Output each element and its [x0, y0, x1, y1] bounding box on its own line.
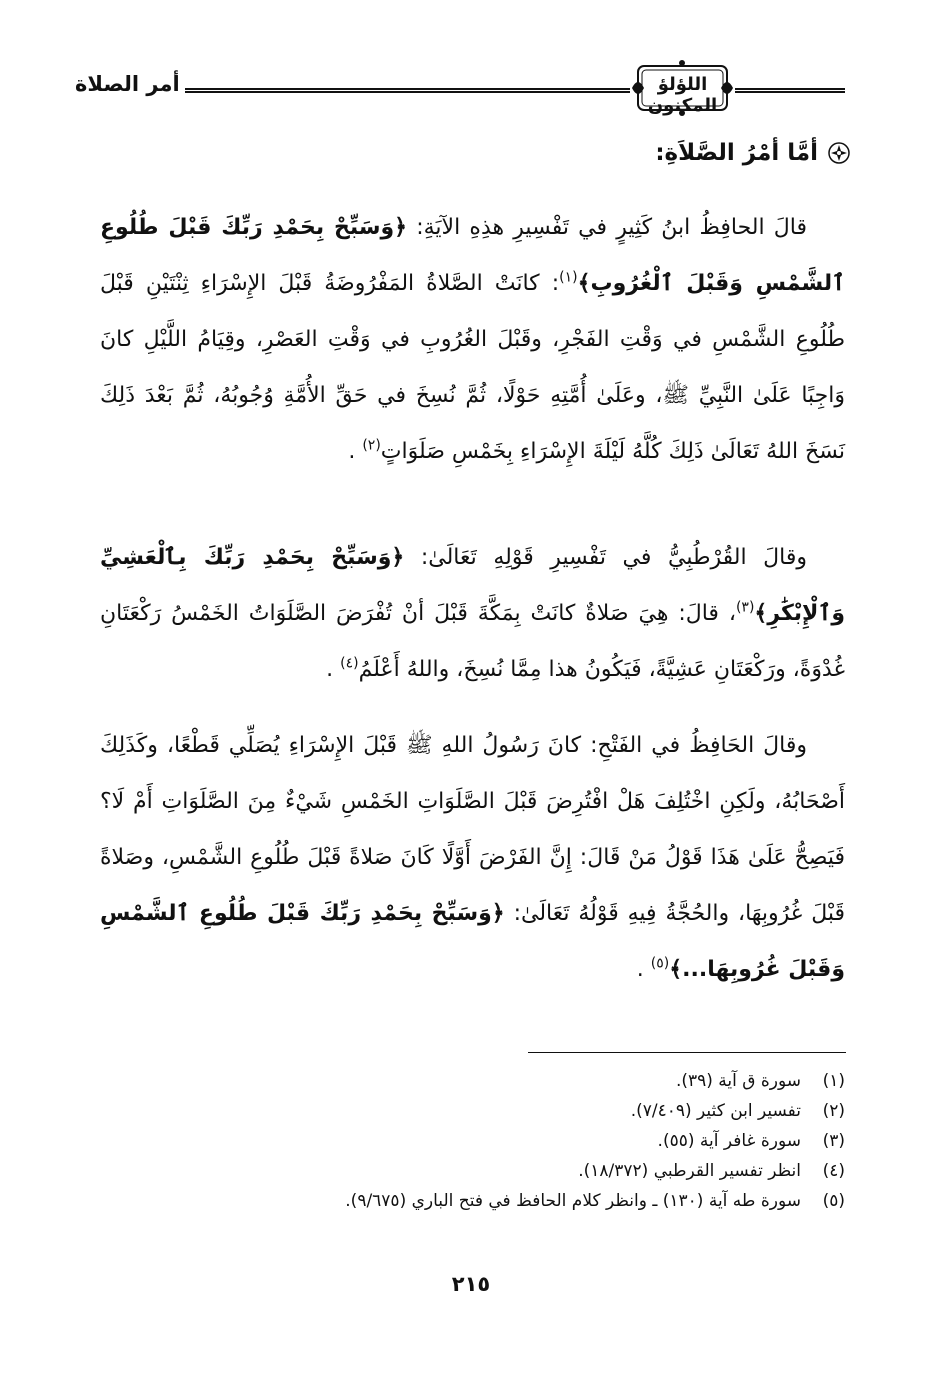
footnote-text: انظر تفسير القرطبي (١٨/٣٧٢).	[578, 1161, 801, 1181]
footnote-item	[125, 1066, 845, 1096]
footnote-ref: (٥)	[650, 955, 670, 972]
paragraph-text: : كانَتْ الصَّلاةُ المَفْرُوضَةُ قَبْلَ الإِسْرَاءِ ثِنْتَيْنِ قَبْلَ طُلُوعِ الشَّمْسِ في وَقْتِ الفَجْرِ، وقَبْلَ الغُرُوبِ في وَقْتِ العَصْرِ، وقِيَامُ اللَّيْلِ كانَ وَاجِبًا عَلَىٰ النَّبِيِّ ﷺ، وعَلَىٰ أُمَّتِهِ حَوْلًا، ثُمَّ نُسِخَ في حَقِّ الأُمَّةِ وُجُوبُهُ، ثُمَّ بَعْدَ ذَلِكَ نَسَخَ اللهُ تَعَالَىٰ ذَلِكَ كُلَّهُ لَيْلَةَ الإِسْرَاءِ بِخَمْسِ صَلَوَاتٍ	[100, 271, 845, 464]
footnote-text: سورة ق آية (٣٩).	[675, 1071, 801, 1091]
footnote-number: (١)	[822, 1071, 845, 1091]
paragraph-text: كانَ رَسُولُ اللهِ ﷺ قَبْلَ الإِسْرَاءِ يُصَلِّي قَطْعًا، وكَذَلِكَ أَصْحَابُهُ، ولَكِنِ اخْتُلِفَ هَلْ افْتُرِضَ قَبْلَ الصَّلَوَاتِ الخَمْسِ شَيْءٌ مِنَ الصَّلَوَاتِ أَمْ لَا؟ فَيَصِحُّ عَلَىٰ هَذَا قَوْلُ مَنْ قَالَ: إِنَّ الفَرْضَ أَوَّلًا كَانَ صَلاةً قَبْلَ طُلُوعِ الشَّمْسِ، وصَلاةً قَبْلَ غُرُوبِهَا، والحُجَّةُ فِيهِ قَوْلُهُ تَعَالَىٰ:	[100, 733, 846, 926]
running-header	[75, 58, 845, 118]
quran-verse: ﴿وَسَبِّحْ بِحَمْدِ رَبِّكَ بِٱلْعَشِيِّ وَٱلْإِبْكَٰرِ﴾	[100, 545, 845, 626]
footnote-text: سورة غافر آية (٥٥).	[657, 1131, 801, 1151]
book-title: اللؤلؤ المكنون	[647, 74, 718, 116]
heading-text: أمَّا أمْرُ الصَّلاَةِ:	[655, 140, 818, 166]
footnote-number: (٥)	[822, 1191, 845, 1211]
footnote-item	[125, 1186, 845, 1216]
paragraph-2	[100, 530, 845, 698]
paragraph-3	[100, 718, 845, 998]
footnote-ref: (١)	[559, 269, 578, 286]
footnote-number: (٢)	[822, 1101, 845, 1121]
footnote-item	[125, 1126, 845, 1156]
paragraph-end: .	[348, 439, 363, 464]
book-title-cartouche	[630, 58, 735, 118]
header-rule-right	[735, 88, 845, 93]
paragraph-intro: وقالَ القُرْطُبِيُّ في تَفْسِيرِ قَوْلِهِ تَعَالَىٰ:	[404, 545, 807, 570]
footnote-item	[125, 1096, 845, 1126]
quran-verse: ﴿وَسَبِّحْ بِحَمْدِ رَبِّكَ قَبْلَ طُلُوعِ ٱلشَّمْسِ وَقَبْلَ ٱلْغُرُوبِ﴾	[100, 215, 845, 296]
header-rule-left	[185, 88, 630, 93]
section-title: أمر الصلاة	[75, 72, 180, 96]
quran-verse: ﴿وَسَبِّحْ بِحَمْدِ رَبِّكَ قَبْلَ طُلُوعِ ٱلشَّمْسِ وَقَبْلَ غُرُوبِهَا...﴾	[100, 901, 845, 982]
paragraph-1	[100, 200, 845, 480]
paragraph-end: .	[326, 657, 341, 682]
paragraph-end: .	[636, 957, 651, 982]
footnote-ref: (٣)	[735, 599, 755, 616]
paragraph-intro: قالَ الحافِظُ ابنُ كَثِيرٍ في تَفْسِيرِ هذِهِ الآيَةِ:	[407, 215, 807, 240]
footnote-number: (٣)	[822, 1131, 845, 1151]
footnotes	[125, 1066, 845, 1216]
footnote-ref: (٤)	[340, 655, 359, 672]
section-heading	[655, 140, 850, 166]
paragraph-intro: وقالَ الحَافِظُ في الفَتْحِ:	[581, 733, 807, 758]
paragraph-text: ، قالَ: هِيَ صَلاةٌ كانَتْ بِمَكَّةَ قَبْلَ أنْ تُفْرَضَ الصَّلَوَاتُ الخَمْسُ رَكْعَتَانِ غُدْوَةً، ورَكْعَتَانِ عَشِيَّةً، فَيَكُونُ هذا مِمَّا نُسِخَ، واللهُ أَعْلَمُ	[100, 601, 845, 682]
footnote-text: سورة طه آية (١٣٠) ـ وانظر كلام الحافظ في فتح الباري (٩/٦٧٥).	[345, 1191, 801, 1211]
footnote-text: تفسير ابن كثير (٧/٤٠٩).	[630, 1101, 801, 1121]
footnote-number: (٤)	[822, 1161, 845, 1181]
footnote-ref: (٢)	[362, 437, 381, 454]
flower-ornament-icon	[828, 142, 850, 164]
footnote-item	[125, 1156, 845, 1186]
page-number: ٢١٥	[451, 1272, 491, 1296]
footnote-separator	[528, 1052, 846, 1053]
